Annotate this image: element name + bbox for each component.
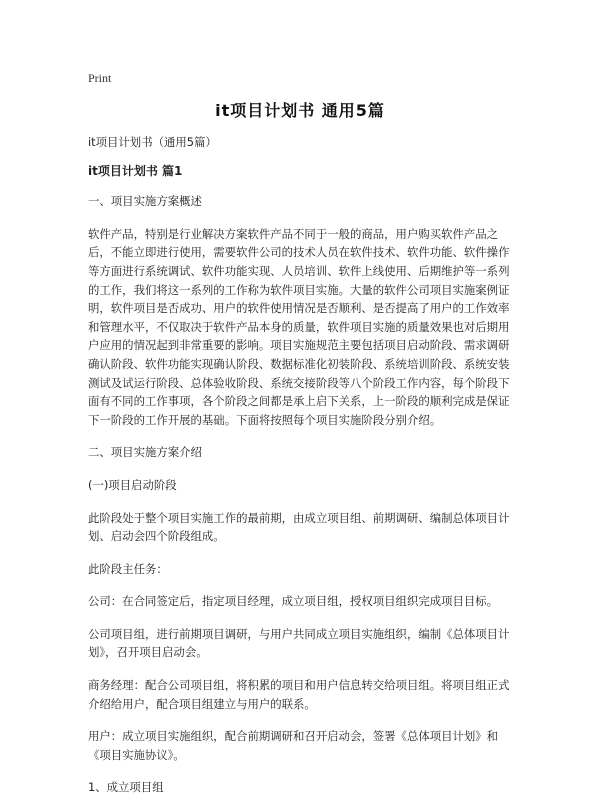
- paragraph-overview-heading: 一、项目实施方案概述: [88, 194, 202, 209]
- document-subtitle: it项目计划书（通用5篇）: [88, 135, 217, 149]
- paragraph-phase-heading: (一)项目启动阶段: [88, 477, 177, 492]
- paragraph-step-1: 1、成立项目组: [88, 780, 164, 795]
- print-link[interactable]: Print: [88, 71, 112, 85]
- paragraph-main-tasks: 此阶段主任务：: [88, 561, 168, 576]
- document-body: [88, 133, 520, 811]
- paragraph-company: 公司：在合同签定后，指定项目经理，成立项目组，授权项目组织完成项目目标。: [88, 594, 499, 609]
- paragraph-phase-desc: 此阶段处于整个项目实施工作的最前期，由成立项目组、前期调研、编制总体项目计划、启动会四个阶段组成。: [88, 510, 510, 544]
- paragraph-project-team: 公司项目组，进行前期项目调研，与用户共同成立项目实施组织，编制《总体项目计划》，召开项目启动会。: [88, 626, 510, 660]
- document-title: it项目计划书 通用5篇: [215, 101, 385, 120]
- paragraph-user: 用户：成立项目实施组织，配合前期调研和召开启动会，签署《总体项目计划》和《项目实施协议》。: [88, 729, 499, 762]
- section-heading: it项目计划书 篇1: [88, 163, 183, 178]
- paragraph-business-manager: 商务经理：配合公司项目组，将积累的项目和用户信息转交给项目组。将项目组正式介绍给用户，配合项目组建立与用户的联系。: [88, 678, 510, 711]
- paragraph-overview-body: 软件产品，特别是行业解决方案软件产品不同于一般的商品，用户购买软件产品之后，不能立即进行使用，需要软件公司的技术人员在软件技术、软件功能、软件操作等方面进行系统调试、软件功能实现、人员培训、软件上线使用、后期维护等一系列的工作，我们将这一系列的工作称为软件项目实施。大量的软件公司项目实施案例证明，软件项目是否成功、用户的软件使用情况是否顺利、是否提高了用户的工作效率和管理水平，不仅取决于软件产品本身的质量，软件项目实施的质量效果也对后期用户应用的情况起到非常重要的影响。项目实施规范主要包括项目启动阶段、需求调研确认阶段、软件功能实现确认阶段、数据标准化初装阶段、系统培训阶段、系统安装测试及试运行阶段、总体验收阶段、系统交接阶段等八个阶段工作内容，每个阶段下面有不同的工作事项，各个阶段之间都是承上启下关系，上一阶段的顺利完成是保证下一阶段的工作开展的基础。下面将按照每个项目实施阶段分别介绍。: [88, 226, 510, 427]
- paragraph-intro-heading: 二、项目实施方案介绍: [88, 445, 202, 460]
